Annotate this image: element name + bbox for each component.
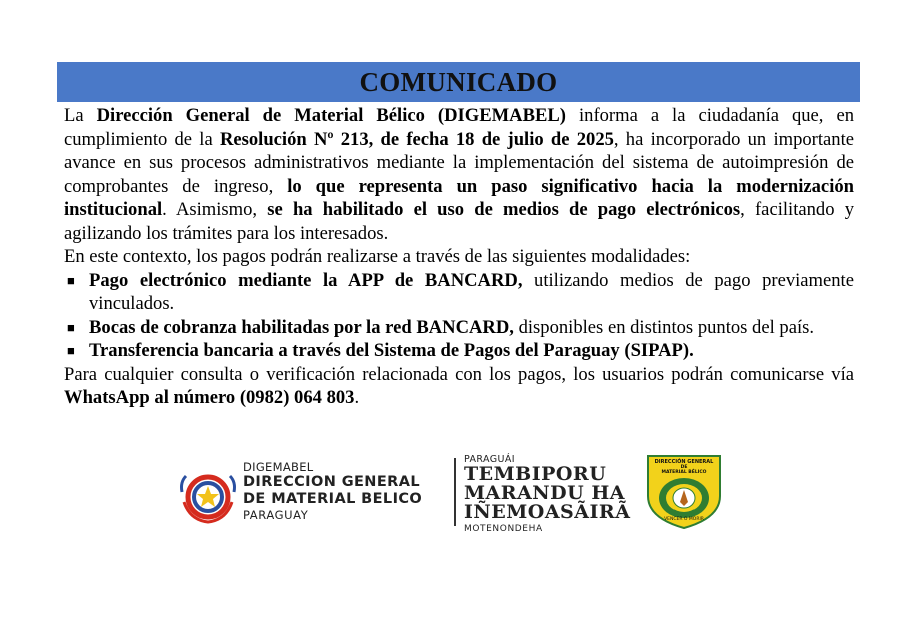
ministry-wordmark [464,454,630,534]
communique-body [64,104,854,410]
bold-run: Transferencia bancaria a través del Sistema de Pagos del Paraguay (SIPAP). [89,340,694,361]
text-run: La [64,105,97,126]
page-title: COMUNICADO [359,66,558,97]
footer-logos [176,450,736,535]
bold-run: Bocas de cobranza habilitadas por la red BANCARD, [89,316,514,338]
logo-divider [454,458,456,526]
whatsapp-number: WhatsApp al número (0982) 064 803 [64,387,355,408]
bold-run: Pago electrónico mediante la APP de BANCARD, [89,269,523,291]
bold-run: se ha habilitado el uso de medios de pago electrónicos [267,199,741,220]
contact-paragraph [64,363,854,410]
bold-run: lo que representa un paso significativo hacia la modernización institucional [64,175,854,220]
logo-text: DIRECCION GENERAL [243,474,420,490]
text-run: utilizando medios de pago previamente vinculados. [89,269,854,314]
text-run: disponibles en distintos puntos del país. [513,316,815,338]
logo-text: PARAGUÁI [464,454,515,465]
text-run: , facilitando y agilizando los trámites para los interesados. [64,199,854,244]
intro-paragraph [64,104,854,245]
text-run: informa a la ciudadanía que, en cumplimiento de la [64,105,854,150]
list-item [64,339,854,363]
text-run: . Asimismo, [162,199,268,220]
crest-motto: VENCER O MORIR [664,517,704,522]
text-run: . [354,387,360,408]
logo-text: PARAGUAY [243,508,309,522]
text-run: Para cualquier consulta o verificación relacionada con los pagos, los usuarios podrán comunicarse vía [64,363,854,385]
payment-methods-list [64,269,854,363]
logo-text: IÑEMOASÃIRÃ [464,501,631,523]
logo-text: TEMBIPORU [464,463,607,485]
logo-text: DE MATERIAL BELICO [243,491,423,507]
square-bullet-icon: ■ [67,319,75,335]
text-run: , ha incorporado un importante avance en sus procesos administrativos mediante la implementación del sistema de autoimpresión de comprobantes de ingreso, [64,128,855,197]
crest-text: DIRECCIÓN GENERAL [654,459,714,465]
logo-text: DIGEMABEL [243,460,314,474]
bold-run: Dirección General de Material Bélico (DIGEMABEL) [96,105,566,126]
square-bullet-icon: ■ [67,272,75,288]
bold-run: Resolución Nº 213, de fecha 18 de julio de 2025 [219,128,614,150]
square-bullet-icon: ■ [67,343,75,358]
digemabel-emblem-icon [176,464,240,528]
context-paragraph: En este contexto, los pagos podrán realizarse a través de las siguientes modalidades: [64,246,691,267]
crest-text: DE [680,465,688,470]
logo-text: MOTENONDEHA [464,524,543,534]
crest-text: MATERIAL BÉLICO [661,470,707,475]
list-item [64,316,854,340]
title-banner [57,62,860,102]
digemabel-wordmark [243,460,422,522]
list-item [64,269,854,316]
logo-text: MARANDU HA [464,482,626,504]
shield-crest-icon [644,454,724,530]
